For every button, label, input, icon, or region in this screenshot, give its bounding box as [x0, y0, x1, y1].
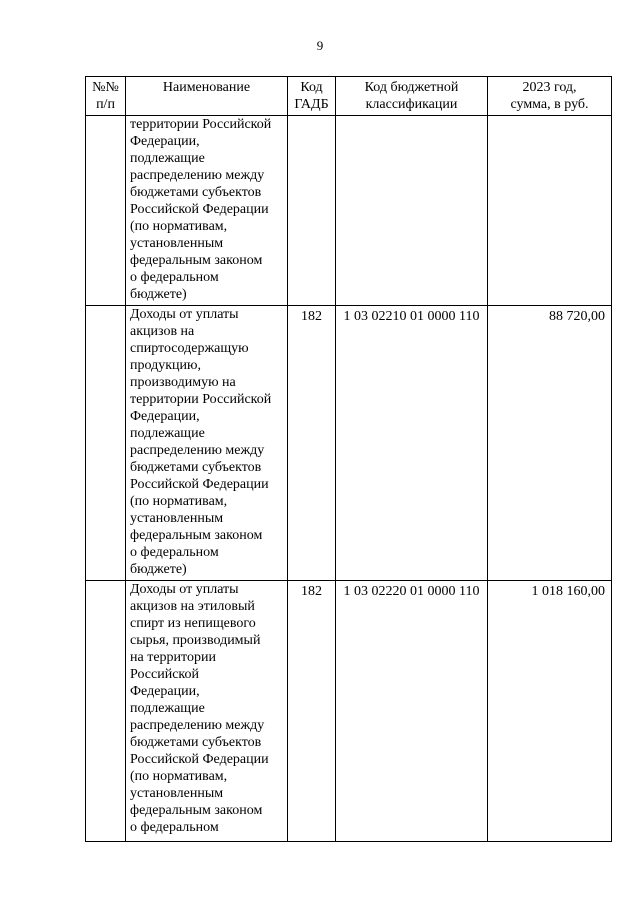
- header-gadb: Код ГАДБ: [288, 77, 336, 116]
- row-name: территории Российской Федерации, подлежащие распределению между бюджетами субъектов Российской Федерации (по нормативам, установленным федеральным законом о федеральном бюджете): [126, 116, 288, 306]
- header-kbk: Код бюджетной классификации: [336, 77, 488, 116]
- row-name: Доходы от уплаты акцизов на спиртосодержащую продукцию, производимую на территории Российской Федерации, подлежащие распределению между бюджетами субъектов Российской Федерации (по нормативам, установленным федеральным законом о федеральном бюджете): [126, 306, 288, 581]
- table-header-row: [86, 77, 612, 116]
- table-row: [86, 306, 612, 581]
- row-kbk: [336, 116, 488, 306]
- header-name: Наименование: [126, 77, 288, 116]
- row-gadb: [288, 116, 336, 306]
- table-row: [86, 116, 612, 306]
- row-kbk: 1 03 02210 01 0000 110: [336, 306, 488, 581]
- row-num: [86, 306, 126, 581]
- row-sum: 1 018 160,00: [488, 581, 612, 842]
- header-num: №№ п/п: [86, 77, 126, 116]
- table-row: [86, 581, 612, 842]
- row-gadb: 182: [288, 306, 336, 581]
- row-sum: 88 720,00: [488, 306, 612, 581]
- row-sum: [488, 116, 612, 306]
- budget-table: [85, 76, 612, 842]
- row-num: [86, 581, 126, 842]
- page-number: 9: [316, 38, 324, 53]
- row-num: [86, 116, 126, 306]
- row-kbk: 1 03 02220 01 0000 110: [336, 581, 488, 842]
- row-name: Доходы от уплаты акцизов на этиловый спирт из непищевого сырья, производимый на территории Российской Федерации, подлежащие распределению между бюджетами субъектов Российской Федерации (по нормативам, установленным федеральным законом о федеральном: [126, 581, 288, 842]
- header-sum: 2023 год, сумма, в руб.: [488, 77, 612, 116]
- row-gadb: 182: [288, 581, 336, 842]
